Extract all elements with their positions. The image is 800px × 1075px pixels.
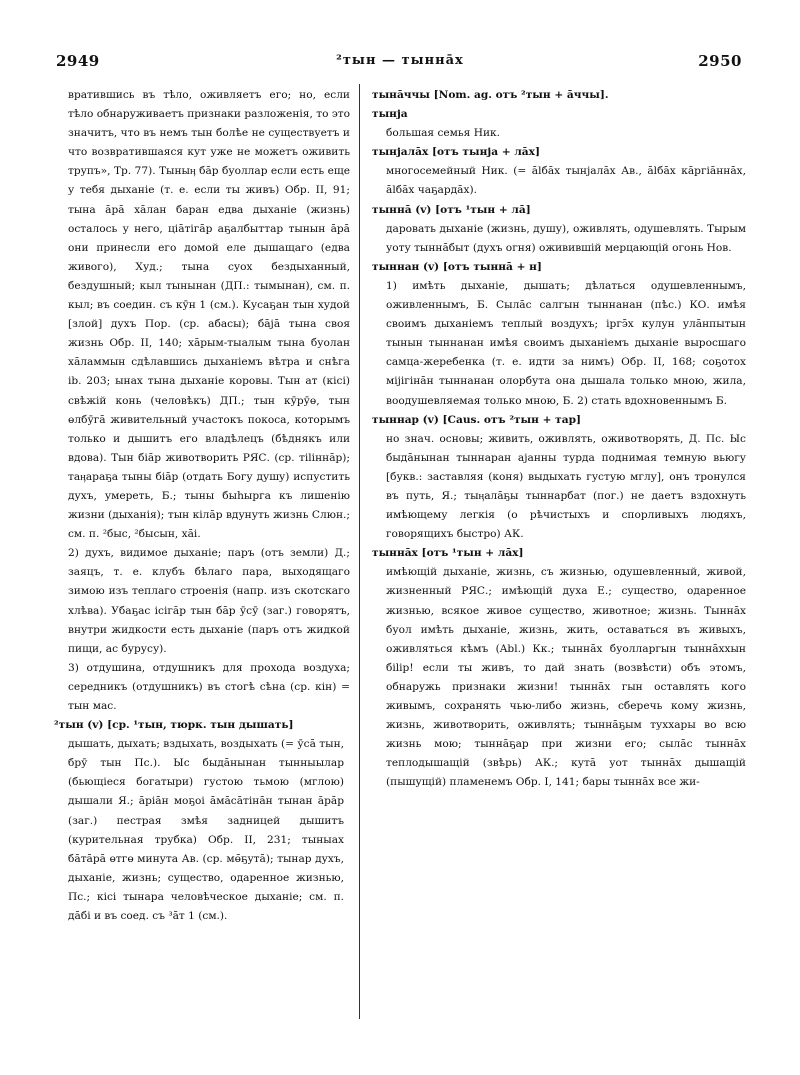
entry-definition: большая семья Ник. (386, 127, 501, 140)
entry-headword: тынна̄ (v) [отъ ¹тын + ла̄] (372, 203, 531, 216)
dictionary-entry (372, 86, 752, 105)
entry-headword: тына̄ччы [Nom. ag. отъ ²тын + а̄ччы]. (372, 89, 609, 101)
entry-headword: тыннан (v) [отъ тынна̄ + н] (372, 260, 542, 273)
page-header (0, 52, 800, 76)
left-paragraph-3: 3) отдушина, отдушникъ для прохода воздуха; середникъ (отдушникъ) въ стогѣ сѣна (ср. кін) = тын мас. (68, 661, 350, 712)
right-column (372, 86, 752, 792)
left-paragraph-1: вратившись въ тѣло, оживляетъ его; но, если тѣло обнаруживаетъ признаки разложенія, то это значитъ, что въ немъ тын болѣе не существуетъ и что возвратившаяся кут уже не можетъ оживить трупъ», Тр. 77). Тыныӊ ба̄р буоллар если есть еще у тебя дыханіе (т. е. если ты живъ) Обр. II, 91; тына а̄ра̄ ха̄лан баран едва дыханіе (жизнь) осталось у него, ціа̄тіга̄р аҕалбыттар тынын а̄ра̄ они принесли его домой еле дышащаго (едва живого), Худ.; тына суох бездыханный, бездушный; кыл тынынан (ДП.: тымынан), см. п. кыл; въ соедин. съ кӯн 1 (см.). Кусаҕан тын худой [злой] духъ Пор. (ср. абасы); ба̄ја̄ тына своя жизнь Обр. II, 140; ха̄рым-тыалым тына буолан ха̄ламмын сдѣлавшись дыханіемъ вѣтра и снѣга ib. 203; ынах тына дыханіе коровы. Тын ат (кісі) свѣжій конь (человѣкъ) ДП.; тын кӯрӯө, тын өлбӯга̄ живительный участокъ покоса, которымъ только и дышитъ его владѣлецъ (бѣднякъ или вдова). Тын біа̄р животворить РЯС. (ср. тіlінна̄р); таӊараҕа тыны біа̄р (отдать Богу душу) испустить духъ, умереть, Б.; тыны быһыргa къ лишенію жизни (дыханія); тын кіла̄р вдунуть жизнь Слюн.; см. п. ²быс, ²бысын, ха̄і. (68, 89, 350, 541)
running-head: ²тын — тынна̄х (336, 53, 464, 68)
entry-headword: тынјала̄х [отъ тынја + ла̄х] (372, 146, 540, 159)
entry-definition: дышать, дыхать; вздыхать, воздыхать (= ӯса̄ тын, брӯ тын Пс.). Ыс быда̄нынан тынныылар (бьющіеся богатыри) густою тьмою (мглою) дышали Я.; а̄ріа̄н моҕоі а̄ма̄са̄тіна̄н тынан а̄ра̄р (заг.) пестрая змѣя задницей дышитъ (курительная трубка) Обр. II, 231; тыныах ба̄та̄ра̄ өтгө минута Ав. (ср. мө̄ҕута̄); тынар духъ, дыханіе, жизнь; существо, одаренное жизнью, Пс.; кісі тынара человѣческое дыханіе; см. п. да̄бі и въ соед. съ ³а̄т 1 (см.). (68, 738, 344, 923)
left-paragraph-2: 2) духъ, видимое дыханіе; паръ (отъ земли) Д.; заяцъ, т. е. клубъ бѣлаго пара, выходящаго зимою изъ теплаго строенія (напр. изъ скотскаго хлѣва). Убаҕас ісіга̄р тын ба̄р ӯсӯ (заг.) говорятъ, внутри жидкости есть дыханіе (паръ отъ жидкой пищи, ас бурусу). (68, 547, 350, 655)
entry-definition: многосемейный Ник. (= а̄lба̄х тынјала̄х Ав., а̄lба̄х ка̄ргіа̄нна̄х, а̄lба̄х чаҕарда̄х). (386, 165, 746, 197)
dictionary-entry (372, 201, 752, 258)
entry-headword: тынна̄х [отъ ¹тын + ла̄х] (372, 547, 524, 560)
dictionary-entry (372, 544, 752, 792)
entry-definition: имѣющій дыханіе, жизнь, съ жизнью, одушевленный, живой, жизненный РЯС.; имѣющій духа Е.; существо, одаренное жизнью, всякое живое существо, животное; жизнь. Тынна̄х буол имѣть дыханіе, жизнь, жить, оставаться въ живыхъ, оживляться кѣмъ (Abl.) Кк.; тынна̄х буолларгын тынна̄ххын біlір! если ты живъ, то дай знать (возвѣсти) объ этомъ, обнаружь признаки жизни! тынна̄х гын оставлять кого живымъ, сохранять чью-либо жизнь, сберечь кому жизнь, жизнь, животворить, оживлять; тынна̄ҕым тухxары во всю жизнь мою; тынна̄ҕар при жизни его; сыла̄с тынна̄х теплодышащій (звѣрь) АК.; кута̄ уот тынна̄х дышащій (пышущій) пламенемъ Обр. I, 141; бары тынна̄х все жи- (386, 566, 746, 789)
dictionary-entry (372, 143, 752, 200)
dictionary-entry (372, 411, 752, 545)
entry-definition: 1) имѣть дыханіе, дышать; дѣлаться одушевленнымъ, оживленнымъ, Б. Сыла̄с салгын тыннанан (пѣс.) КО. имѣя своимъ дыханіемъ теплый воздухъ; іргэ̄х кулун ула̄нпытын тынын тыннанан имѣя своимъ дыханіемъ дыханіе выросшаго самца-жеребенка (т. е. идти за нимъ) Обр. II, 168; соҕотох міјігіна̄н тыннанан олорбута она дышала только мною, жила, воодушевляемая только мною, Б. 2) стать вдохновеннымъ Б. (386, 279, 746, 407)
dictionary-entry (372, 258, 752, 411)
column-divider (359, 84, 360, 1019)
left-column (54, 86, 350, 926)
page-number-right: 2950 (698, 52, 742, 70)
entry-headword: тынја (372, 108, 408, 121)
entry-headword: ²тын (v) [ср. ¹тын, тюрк. тын дышать] (54, 719, 294, 732)
entry-headword: тыннар (v) [Caus. отъ ²тын + тар] (372, 413, 581, 426)
page-number-left: 2949 (56, 52, 100, 70)
dictionary-entry (372, 105, 752, 143)
dictionary-entry (54, 716, 350, 926)
entry-definition: но знач. основы; живить, оживлять, оживотворять, Д. Пс. Ыс быда̄нынан тыннаран ајанны турда поднимая темную вьюгу [букв.: заставляя (коня) выдыхать густую мглу], онъ тронулся въ путь, Я.; тыӊала̄ҕы тыннарбат (пог.) не даетъ вздохнуть имѣющему легкія (о рѣчистыхъ и спорливыхъ людяхъ, говорящихъ быстро) АК. (386, 432, 746, 541)
entry-definition: даровать дыханіе (жизнь, душу), оживлять, одушевлять. Тырым уоту тынна̄быт (духъ огня) оживившій мерцающій огонь Нов. (386, 222, 746, 254)
